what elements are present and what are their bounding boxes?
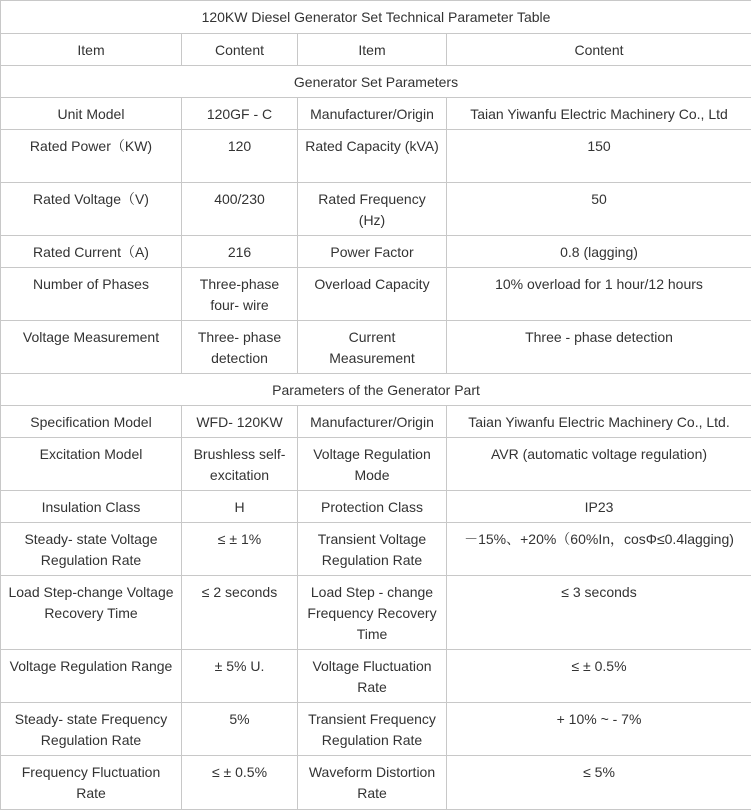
table-title: 120KW Diesel Generator Set Technical Parameter Table (1, 1, 751, 34)
cell-content: 216 (182, 236, 298, 268)
table-row (1, 236, 751, 268)
cell-content: ± 5% U. (182, 650, 298, 703)
header-item: Item (1, 34, 182, 66)
cell-item: Transient Frequency Regulation Rate (298, 703, 447, 756)
cell-content: Three - phase detection (447, 321, 751, 374)
cell-item: Frequency Fluctuation Rate (1, 756, 182, 810)
cell-content: ≤ ± 0.5% (447, 650, 751, 703)
cell-content: 150 (447, 130, 751, 183)
table-row (1, 491, 751, 523)
table-row (1, 183, 751, 236)
cell-item: Excitation Model (1, 438, 182, 491)
section-title-generator-set: Generator Set Parameters (1, 66, 751, 98)
cell-content: 10% overload for 1 hour/12 hours (447, 268, 751, 321)
cell-content: －15%、+20%（60%In，cosΦ≤0.4lagging) (447, 523, 751, 576)
cell-content: ≤ ± 0.5% (182, 756, 298, 810)
cell-content: Three- phase detection (182, 321, 298, 374)
cell-content: ≤ 5% (447, 756, 751, 810)
cell-content: 120 (182, 130, 298, 183)
cell-item: Steady- state Frequency Regulation Rate (1, 703, 182, 756)
section-row (1, 374, 751, 406)
section-title-generator-part: Parameters of the Generator Part (1, 374, 751, 406)
header-item: Item (298, 34, 447, 66)
cell-content: Three-phase four- wire (182, 268, 298, 321)
cell-item: Rated Voltage（V) (1, 183, 182, 236)
table-row (1, 438, 751, 491)
cell-item: Rated Current（A) (1, 236, 182, 268)
cell-item: Overload Capacity (298, 268, 447, 321)
cell-item: Unit Model (1, 98, 182, 130)
table-row (1, 98, 751, 130)
table-title-row (1, 1, 751, 34)
cell-item: Voltage Regulation Mode (298, 438, 447, 491)
cell-item: Steady- state Voltage Regulation Rate (1, 523, 182, 576)
cell-item: Waveform Distortion Rate (298, 756, 447, 810)
cell-content: ≤ ± 1% (182, 523, 298, 576)
cell-item: Current Measurement (298, 321, 447, 374)
cell-content: 5% (182, 703, 298, 756)
cell-content: + 10% ~ - 7% (447, 703, 751, 756)
table-row (1, 321, 751, 374)
cell-item: Manufacturer/Origin (298, 406, 447, 438)
cell-content: AVR (automatic voltage regulation) (447, 438, 751, 491)
cell-content: IP23 (447, 491, 751, 523)
table-row (1, 523, 751, 576)
table-row (1, 756, 751, 810)
cell-item: Insulation Class (1, 491, 182, 523)
cell-content: 120GF - C (182, 98, 298, 130)
cell-content: ≤ 3 seconds (447, 576, 751, 650)
cell-content: H (182, 491, 298, 523)
cell-item: Rated Frequency (Hz) (298, 183, 447, 236)
cell-item: Rated Power（KW) (1, 130, 182, 183)
table-header-row (1, 34, 751, 66)
cell-content: Taian Yiwanfu Electric Machinery Co., Ltd. (447, 406, 751, 438)
cell-content: Brushless self-excitation (182, 438, 298, 491)
cell-content: 0.8 (lagging) (447, 236, 751, 268)
cell-item: Transient Voltage Regulation Rate (298, 523, 447, 576)
cell-content: Taian Yiwanfu Electric Machinery Co., Ltd (447, 98, 751, 130)
cell-content: WFD- 120KW (182, 406, 298, 438)
cell-item: Specification Model (1, 406, 182, 438)
header-content: Content (182, 34, 298, 66)
cell-content: 400/230 (182, 183, 298, 236)
header-content: Content (447, 34, 751, 66)
cell-item: Manufacturer/Origin (298, 98, 447, 130)
cell-item: Power Factor (298, 236, 447, 268)
cell-item: Voltage Regulation Range (1, 650, 182, 703)
cell-item: Voltage Fluctuation Rate (298, 650, 447, 703)
cell-item: Rated Capacity (kVA) (298, 130, 447, 183)
table-row (1, 703, 751, 756)
table-row (1, 130, 751, 183)
cell-item: Number of Phases (1, 268, 182, 321)
cell-item: Load Step-change Voltage Recovery Time (1, 576, 182, 650)
cell-content: 50 (447, 183, 751, 236)
table-row (1, 650, 751, 703)
table-row (1, 268, 751, 321)
table-row (1, 406, 751, 438)
cell-item: Voltage Measurement (1, 321, 182, 374)
table-row (1, 576, 751, 650)
cell-item: Load Step - change Frequency Recovery Time (298, 576, 447, 650)
cell-content: ≤ 2 seconds (182, 576, 298, 650)
section-row (1, 66, 751, 98)
cell-item: Protection Class (298, 491, 447, 523)
